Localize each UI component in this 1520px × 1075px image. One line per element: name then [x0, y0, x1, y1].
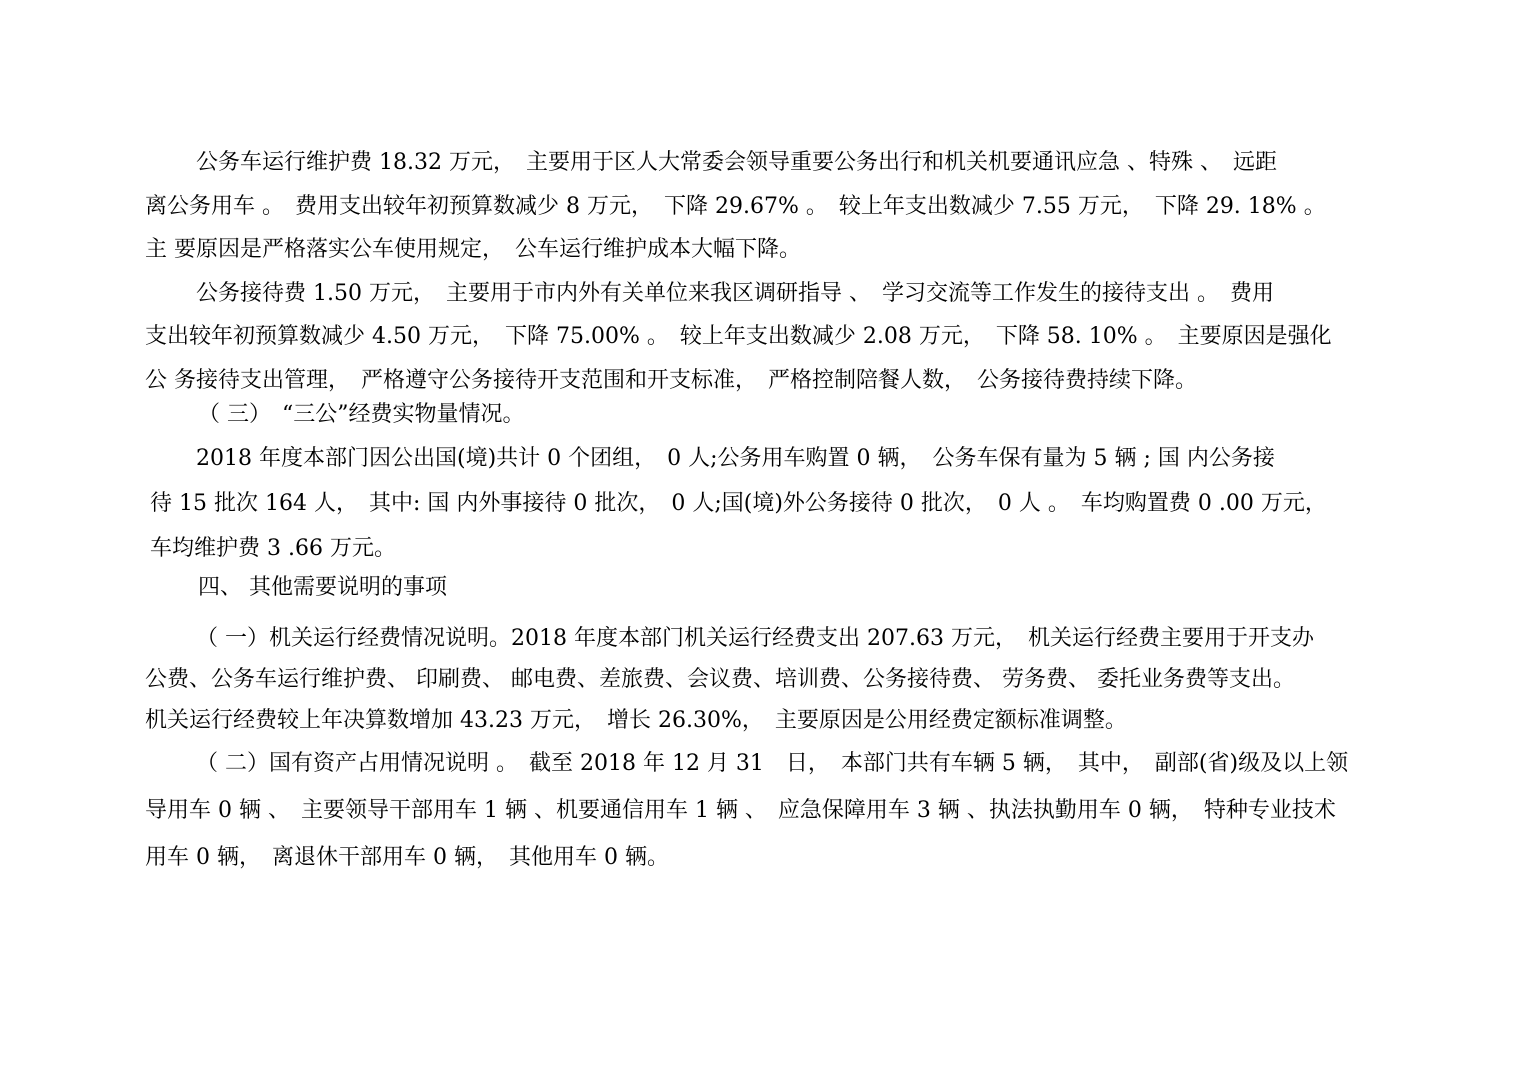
text-line: 待 15 批次 164 人， 其中: 国 内外事接待 0 批次， 0 人;国(境)外公务接待 0 批次， 0 人 。 车均购置费 0 .00 万元， [150, 491, 1327, 516]
text-line: 支出较年初预算数减少 4.50 万元， 下降 75.00% 。 较上年支出数减少 2.08 万元， 下降 58. 10% 。 主要原因是强化 [145, 324, 1332, 349]
text-line: 离公务用车 。 费用支出较年初预算数减少 8 万元， 下降 29.67% 。 较上年支出数减少 7.55 万元， 下降 29. 18% 。 [145, 194, 1326, 219]
text-line: 导用车 0 辆 、 主要领导干部用车 1 辆 、机要通信用车 1 辆 、 应急保障用车 3 辆 、执法执勤用车 0 辆， 特种专业技术 [145, 798, 1336, 823]
text-line: 机关运行经费较上年决算数增加 43.23 万元， 增长 26.30%， 主要原因是公用经费定额标准调整。 [145, 708, 1127, 733]
text-line: 主 要原因是严格落实公车使用规定， 公车运行维护成本大幅下降。 [145, 237, 801, 262]
text-line: 2018 年度本部门因公出国(境)共计 0 个团组， 0 人;公务用车购置 0 辆， 公务车保有量为 5 辆 ; 国 内公务接 [196, 446, 1275, 471]
text-line: 公 务接待支出管理， 严格遵守公务接待开支范围和开支标准， 严格控制陪餐人数， 公务接待费持续下降。 [145, 368, 1197, 393]
text-line: 公务接待费 1.50 万元， 主要用于市内外有关单位来我区调研指导 、 学习交流等工作发生的接待支出 。 费用 [196, 281, 1274, 306]
text-line: 公务车运行维护费 18.32 万元， 主要用于区人大常委会领导重要公务出行和机关机要通讯应急 、特殊 、 远距 [196, 150, 1277, 175]
text-line: 车均维护费 3 .66 万元。 [150, 536, 396, 561]
section-heading: （ 三） “三公”经费实物量情况。 [198, 402, 525, 427]
text-line: （ 一）机关运行经费情况说明。2018 年度本部门机关运行经费支出 207.63 万元， 机关运行经费主要用于开支办 [196, 626, 1314, 651]
text-line: （ 二）国有资产占用情况说明 。 截至 2018 年 12 月 31 日， 本部门共有车辆 5 辆， 其中， 副部(省)级及以上领 [196, 751, 1349, 776]
text-line: 用车 0 辆， 离退休干部用车 0 辆， 其他用车 0 辆。 [145, 845, 669, 870]
text-line: 公费、公务车运行维护费、 印刷费、 邮电费、差旅费、会议费、培训费、公务接待费、 劳务费、 委托业务费等支出。 [145, 667, 1295, 692]
section-heading: 四、 其他需要说明的事项 [198, 575, 447, 600]
